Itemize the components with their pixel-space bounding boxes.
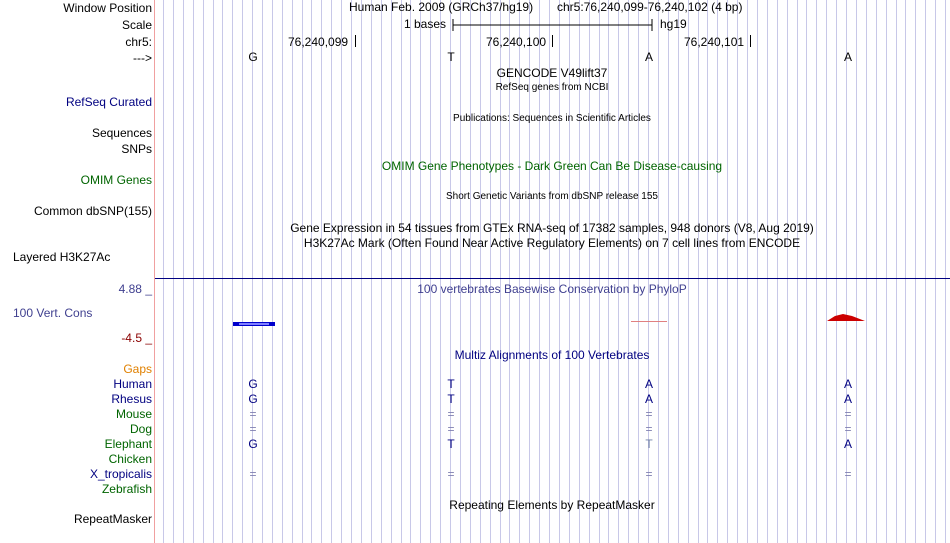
alignment-base: T	[447, 437, 455, 451]
alignment-base: =	[447, 467, 455, 481]
alignment-base: =	[249, 407, 257, 421]
gtex-track-title[interactable]: Gene Expression in 54 tissues from GTEx RNA-seq of 17382 samples, 948 donors (V8, Aug 2019)	[290, 221, 814, 235]
alignment-base: =	[844, 467, 852, 481]
reference-base: A	[644, 50, 654, 64]
species-label[interactable]: Mouse	[115, 407, 152, 421]
refseq-track-title[interactable]: RefSeq genes from NCBI	[495, 82, 609, 93]
strand-arrow-label[interactable]: --->	[133, 51, 152, 65]
repeatmasker-label[interactable]: RepeatMasker	[73, 512, 152, 526]
alignment-base: =	[645, 467, 653, 481]
layered-h3k27ac-label[interactable]: Layered H3K27Ac	[13, 250, 111, 264]
coord-tick-label: 76,240,099	[288, 35, 349, 49]
alignment-base: A	[843, 392, 853, 406]
window-position-label: Window Position	[63, 1, 152, 15]
scale-db: hg19	[660, 17, 687, 31]
species-label[interactable]: Gaps	[123, 362, 152, 376]
alignment-base: G	[248, 377, 258, 391]
conservation-top-line	[155, 278, 950, 279]
refseq-curated-label[interactable]: RefSeq Curated	[65, 95, 152, 109]
assembly-title: Human Feb. 2009 (GRCh37/hg19)	[349, 0, 534, 14]
alignment-base: A	[843, 437, 853, 451]
scale-bar-text: 1 bases	[404, 17, 447, 31]
coord-tick	[750, 35, 751, 47]
species-label[interactable]: Dog	[129, 422, 152, 436]
alignment-base: =	[447, 407, 455, 421]
repeatmasker-track-title[interactable]: Repeating Elements by RepeatMasker	[449, 498, 655, 512]
alignment-base: =	[447, 422, 455, 436]
reference-base: G	[248, 50, 258, 64]
alignment-base: G	[248, 437, 258, 451]
dbsnp-track-title[interactable]: Short Genetic Variants from dbSNP release 155	[446, 191, 658, 202]
snps-label[interactable]: SNPs	[121, 142, 152, 156]
vert-cons-label[interactable]: 100 Vert. Cons	[13, 306, 93, 320]
publications-track-title[interactable]: Publications: Sequences in Scientific Articles	[453, 113, 651, 124]
alignment-base: =	[844, 422, 852, 436]
alignment-base: =	[249, 422, 257, 436]
omim-genes-label[interactable]: OMIM Genes	[80, 173, 152, 187]
alignment-base: T	[447, 392, 455, 406]
coord-tick	[355, 35, 356, 47]
species-label[interactable]: Zebrafish	[101, 482, 152, 496]
conservation-plot	[155, 300, 950, 340]
phylop-track-title[interactable]: 100 vertebrates Basewise Conservation by PhyloP	[417, 282, 687, 296]
alignment-base: =	[844, 407, 852, 421]
coord-tick-label: 76,240,100	[486, 35, 547, 49]
alignment-base: G	[248, 392, 258, 406]
alignment-base: A	[843, 377, 853, 391]
sequences-label[interactable]: Sequences	[91, 126, 152, 140]
multiz-track-title[interactable]: Multiz Alignments of 100 Vertebrates	[454, 348, 650, 362]
species-label[interactable]: X_tropicalis	[89, 467, 152, 481]
reference-base: T	[447, 50, 455, 64]
gencode-track-title[interactable]: GENCODE V49lift37	[496, 66, 608, 80]
alignment-base: =	[249, 467, 257, 481]
scale-bar	[452, 17, 654, 33]
label-border	[154, 0, 155, 543]
conservation-min-label: -4.5 _	[121, 331, 152, 345]
reference-base: A	[843, 50, 853, 64]
h3k27ac-track-title[interactable]: H3K27Ac Mark (Often Found Near Active Regulatory Elements) on 7 cell lines from ENCODE	[303, 236, 801, 250]
species-label[interactable]: Rhesus	[111, 392, 152, 406]
species-label[interactable]: Human	[113, 377, 152, 391]
species-label[interactable]: Chicken	[108, 452, 152, 466]
alignment-base: A	[644, 377, 654, 391]
alignment-base: =	[645, 422, 653, 436]
alignment-base: =	[645, 407, 653, 421]
coord-tick	[552, 35, 553, 47]
alignment-base: T	[645, 437, 653, 451]
conservation-max-label: 4.88 _	[118, 282, 152, 296]
coord-tick-label: 76,240,101	[684, 35, 745, 49]
alignment-base: A	[644, 392, 654, 406]
common-dbsnp-label[interactable]: Common dbSNP(155)	[33, 204, 152, 218]
position-range: chr5:76,240,099-76,240,102 (4 bp)	[557, 0, 743, 14]
omim-track-title[interactable]: OMIM Gene Phenotypes - Dark Green Can Be Disease-causing	[381, 159, 723, 173]
scale-label: Scale	[121, 18, 152, 32]
alignment-base: T	[447, 377, 455, 391]
chromosome-label: chr5:	[125, 35, 152, 49]
species-label[interactable]: Elephant	[104, 437, 152, 451]
